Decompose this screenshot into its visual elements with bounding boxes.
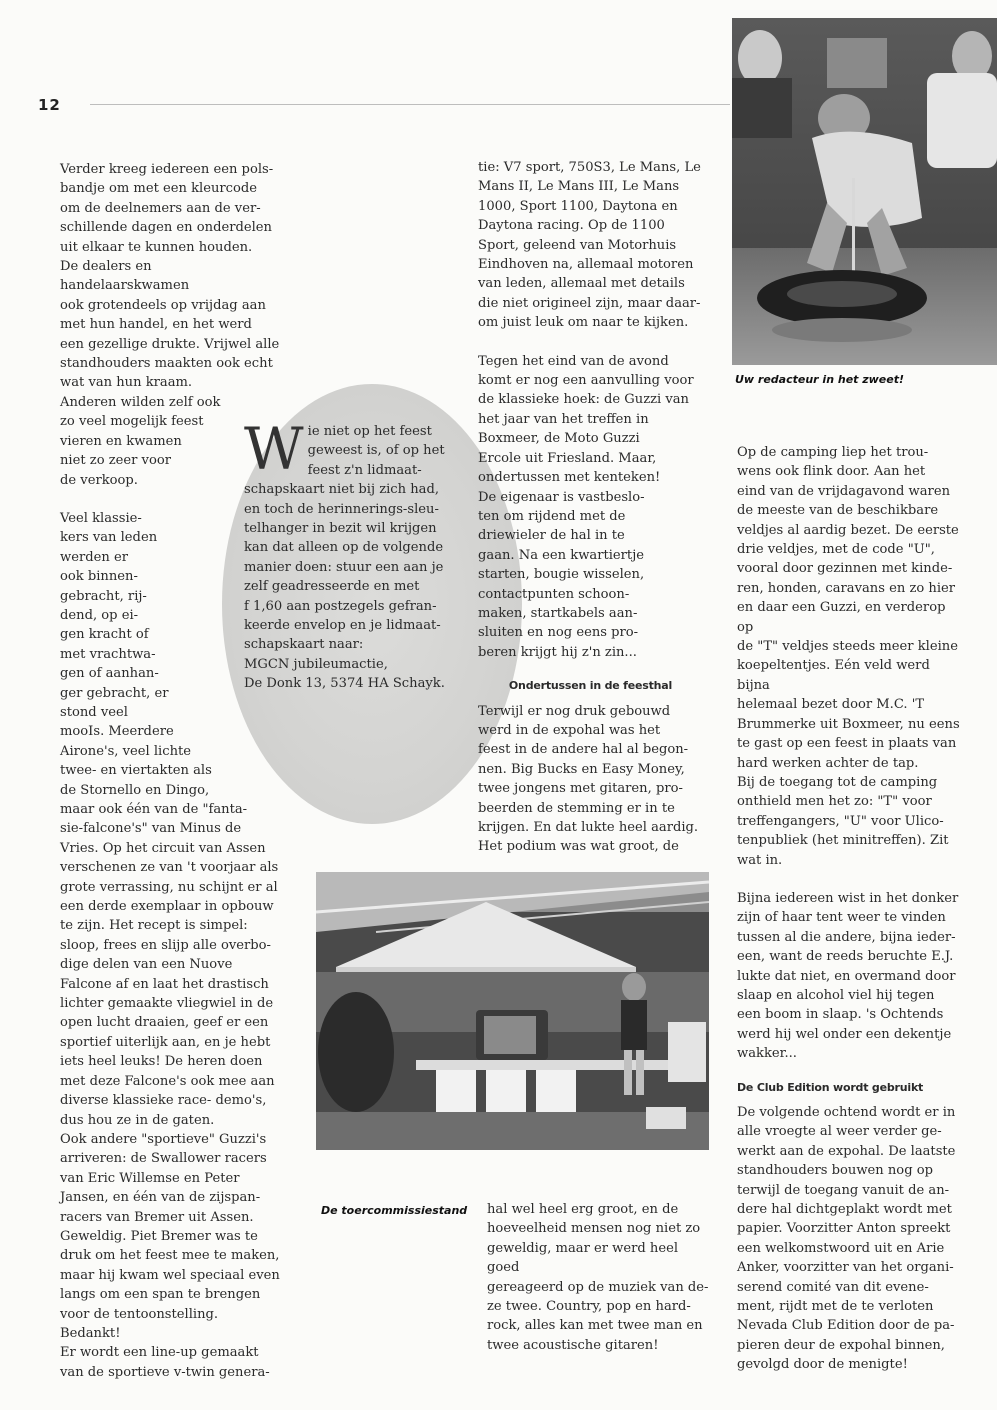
column-middle-bottom <box>487 1200 712 1355</box>
dropcap: W <box>244 415 304 483</box>
photo-toercommissiestand <box>316 872 709 1150</box>
column-right <box>737 443 963 1375</box>
section-heading: De Club Edition wordt gebruikt <box>737 1080 924 1094</box>
paragraph: Verder kreeg iedereen een pols- bandje om met een kleurcode om de deelnemers aan de ver- schillende dagen en onderdelen uit elkaar te kunnen houden. De dealers en handelaarskwamen ook grotendeels op vrijdag aan met hun handel, en het werd een gezellige drukte. Vrijwel alle standhouders maakten ook echt wat van hun kraam. Anderen wilden zelf ook zo veel mogelijk feest vieren en kwamen niet zo zeer voor de verkoop. <box>60 162 280 488</box>
paragraph: Op de camping liep het trou- wens ook flink door. Aan het eind van de vrijdagavond waren de meeste van de beschikbare veldjes al aardig bezet. De eerste drie veldjes, met de code "U", vooral door gezinnen met kinde- ren, honden, caravans en zo hier en daar een Guzzi, en verderop op de "T" veldjes steeds meer kleine koepeltentjes. Eén veld werd bijna helemaal bezet door M.C. 'T Brummerke uit Boxmeer, nu eens te gast op een feest in plaats van hard werken achter de tap. Bij de toegang tot de camping onthield men het zo: "T" voor treffengangers, "U" voor Ulico- tenpubliek (het minitreffen). Zit wat in. <box>737 445 960 868</box>
page-number: 12 <box>38 96 61 114</box>
paragraph: Bijna iedereen wist in het donker zijn of haar tent weer te vinden tussen al die andere, bijna ieder- een, want de reeds beruchte E.J. lukte dat niet, en overmand door slaap en alcohol viel hij tegen een boom in slaap. 's Ochtends werd hij wel onder een dekentje wakker... <box>737 890 959 1062</box>
header-rule <box>90 104 730 105</box>
section-heading: Ondertussen in de feesthal <box>508 679 673 693</box>
paragraph: Tegen het eind van de avond komt er nog een aanvulling voor de klassieke hoek: de Guzzi van het jaar van het treffen in Boxmeer, de Moto Guzzi Ercole uit Friesland. Maar, ondertussen met kenteken! De eigenaar is vastbeslo- ten om rijdend met de driewieler de hal in te gaan. Na een kwartiertje starten, bougie wisselen, contactpunten schoon- maken, startkabels aan- sluiten en nog eens pro- beren krijgt hij z'n zin... <box>478 353 694 660</box>
paragraph: Veel klassie- kers van leden werden er ook binnen- gebracht, rij- dend, op ei- gen kracht of met vrachtwa- gen of aanhan- ger gebracht, er stond veel mooIs. Meerdere Airone's, veel lichte twee- en viertakten als de Stornello en Dingo, maar ook één van de "fanta- sie-falcone's" van Minus de Vries. Op het circuit van Assen verschenen ze van 't voorjaar als grote verrassing, nu schijnt er al een derde exemplaar in opbouw te zijn. Het recept is simpel: sloop, frees en slijp alle overbo- dige delen van een Nuove Falcone af en laat het drastisch lichter gemaakte vliegwiel in de open lucht draaien, geef er een sportief uiterlijk aan, en je hebt iets heel leuks! De heren doen met deze Falcone's ook mee aan diverse klassieke race- demo's, dus hou ze in de gaten. Ook andere "sportieve" Guzzi's arriveren: de Swallower racers van Eric Willemse en Peter Jansen, en één van de zijspan- racers van Bremer uit Assen. Geweldig. Piet Bremer was te druk om het feest mee te maken, maar hij kwam wel speciaal even langs om een span te brengen voor de tentoonstelling. Bedankt! Er wordt een line-up gemaakt van de sportieve v-twin genera- <box>60 510 280 1380</box>
paragraph: tie: V7 sport, 750S3, Le Mans, Le Mans II, Le Mans III, Le Mans 1000, Sport 1100, Daytona en Daytona racing. Op de 1100 Sport, geleend van Motorhuis Eindhoven na, allemaal motoren van leden, allemaal met details die niet origineel zijn, maar daar- om juist leuk om naar te kijken. <box>478 160 701 331</box>
column-middle <box>478 158 703 857</box>
pullquote-text: ie niet op het feest geweest is, of op het feest z'n lidmaat- schapskaart niet bij zich had, en toch de herinnerings-sleu- telhanger in bezit wil krijgen kan dat alleen op de volgende manier doen: stuur een aan je zelf geadresseerde en met f 1,60 aan postzegels gefran- keerde envelop en je lidmaat- schapskaart naar: MGCN jubileumactie, De Donk 13, 5374 HA Schayk. <box>244 424 445 692</box>
photo-editor-sweating <box>732 18 997 365</box>
paragraph: Terwijl er nog druk gebouwd werd in de expohal was het feest in de andere hal al begon- nen. Big Bucks en Easy Money, twee jongens met gitaren, pro- beerden de stemming er in te krijgen. En dat lukte heel aardig. Het podium was wat groot, de <box>478 703 699 855</box>
caption-bottom-photo: De toercommissiestand <box>321 1204 468 1217</box>
paragraph: De volgende ochtend wordt er in alle vroegte al weer verder ge- werkt aan de expohal. De laatste standhouders bouwen nog op terwijl de toegang vanuit de an- dere hal dichtgeplakt wordt met papier. Voorzitter Anton spreekt een welkomstwoord uit en Arie Anker, voorzitter van het organi- serend comité van dit evene- ment, rijdt met de te verloten Nevada Club Edition door de pa- pieren deur de expohal binnen, gevolgd door de menigte! <box>737 1105 956 1373</box>
column-left <box>60 160 282 1382</box>
paragraph: hal wel heel erg groot, en de hoeveelheid mensen nog niet zo geweldig, maar er werd heel goed gereageerd op de muziek van de- ze twee. Country, pop en hard- rock, alles kan met twee man en twee acoustische gitaren! <box>487 1202 709 1353</box>
caption-top-photo: Uw redacteur in het zweet! <box>735 373 905 386</box>
pullquote <box>244 415 478 694</box>
